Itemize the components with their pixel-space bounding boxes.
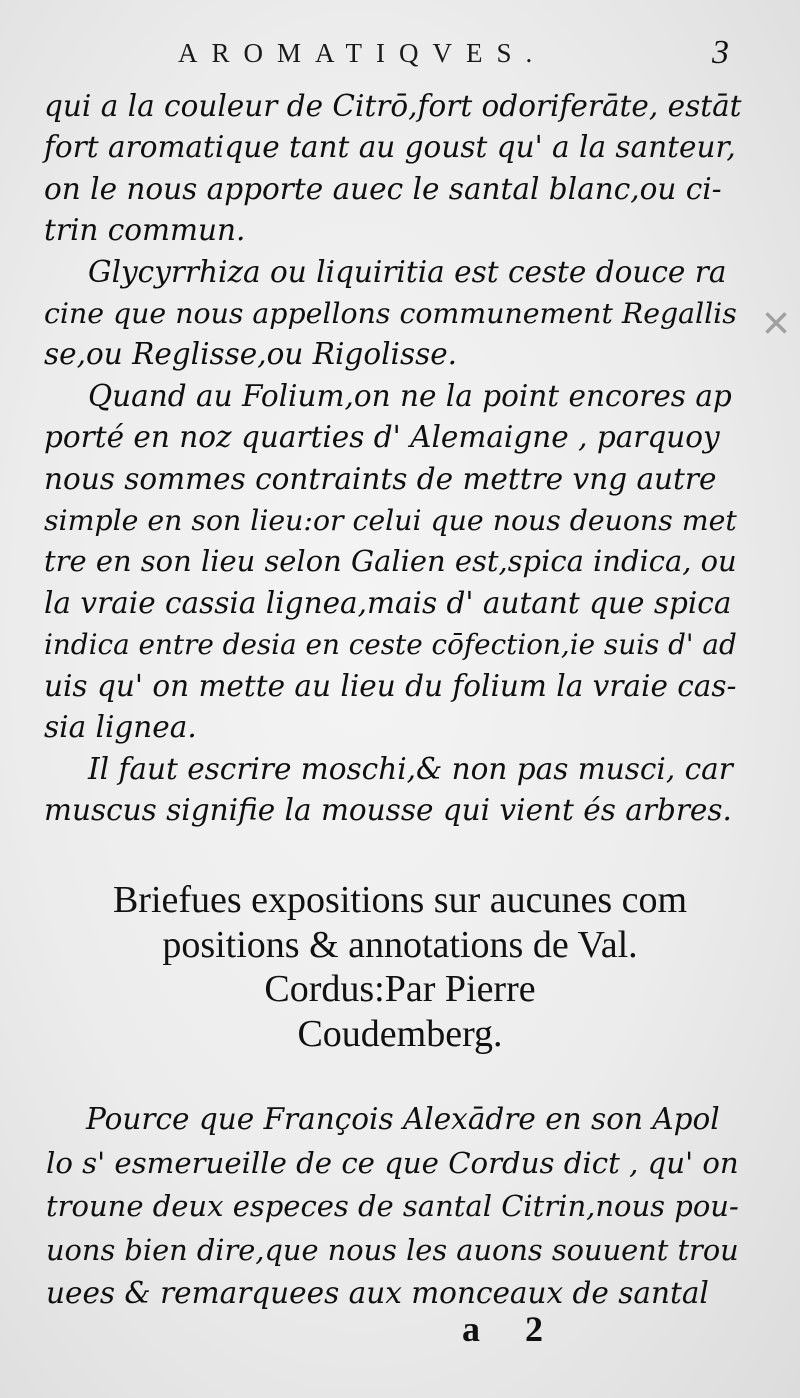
text-line: Quand au Folium,on ne la point encores ap [88,378,732,413]
text-line: fort aromatique tant au goust qu' a la santeur, [44,130,736,165]
text-line: sia lignea. [44,710,197,745]
body-text [44,86,744,831]
heading-line: Briefues expositions sur aucunes com [112,879,688,921]
heading-line: positions & annotations de Val. [162,923,638,966]
text-line: la vraie cassia lignea,mais d' autant que spica [44,585,732,620]
text-line: Il faut escrire moschi,& non pas musci, car [88,751,733,786]
text-line: qui a la couleur de Citrō,fort odoriferāte, estāt [44,89,742,123]
text-line: uis qu' on mette au lieu du folium la vraie cas- [44,668,737,703]
text-line: muscus signifie la mousse qui vient és arbres. [44,792,732,827]
signature-mark: a 2 [462,1309,561,1349]
section-heading [40,878,760,1056]
text-line: se,ou Reglisse,ou Rigolisse. [44,337,458,372]
heading-line: Cordus:Par Pierre [264,968,536,1010]
text-line: indica entre desia en ceste cōfection,ie suis d' ad [44,628,737,662]
text-line: uees & remarquees aux monceaux de santal [46,1276,709,1310]
text-line: trin commun. [44,213,246,248]
text-line: troune deux especes de santal Citrin,nous pou- [46,1189,739,1223]
section-paragraph [46,1098,746,1316]
text-line: porté en noz quarties d' Alemaigne , parquoy [44,420,720,455]
text-line: on le nous apporte auec le santal blanc,ou ci- [44,171,722,206]
page-number: 3 [712,34,729,71]
heading-line: Coudemberg. [297,1012,503,1055]
running-title: AROMATIQVES. [178,38,547,68]
text-line: nous sommes contraints de mettre vng autre [44,461,717,496]
text-line: cine que nous appellons communement Regallis [44,297,737,331]
text-line: Pource que François Alexādre en son Apol [86,1102,720,1136]
page-header [0,34,800,78]
text-line: uons bien dire,que nous les auons souuent trou [46,1232,739,1267]
text-line: Glycyrrhiza ou liquiritia est ceste douce ra [88,254,727,289]
margin-mark-x: × [762,297,791,350]
text-line: simple en son lieu:or celui que nous deuons met [44,504,737,538]
text-line: tre en son lieu selon Galien est,spica indica, ou [44,544,737,579]
text-line: lo s' esmerueille de ce que Cordus dict , qu' on [46,1145,739,1180]
